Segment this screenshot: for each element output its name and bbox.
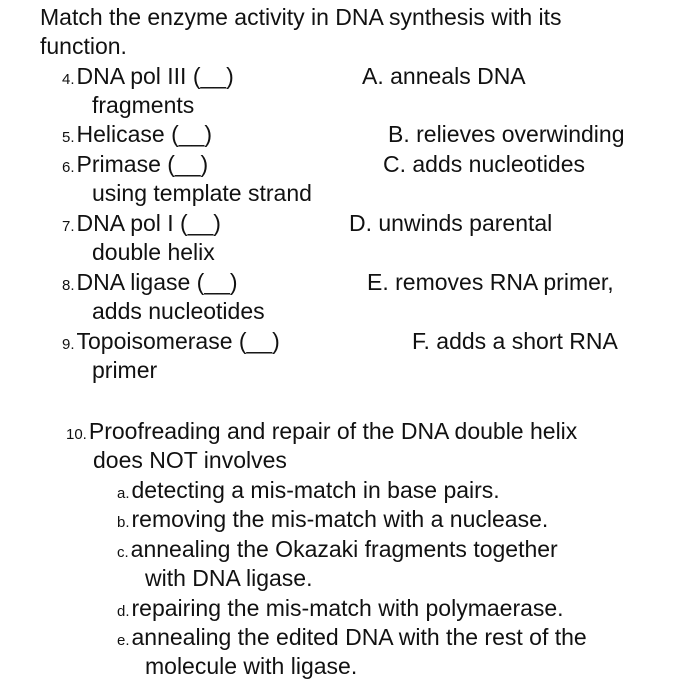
q10-choice-b: b.removing the mis-match with a nuclease. [117, 506, 549, 532]
question-title-line1: Match the enzyme activity in DNA synthesis with its [40, 4, 562, 30]
item-6-continuation: using template strand [92, 180, 312, 206]
item-8: 8.DNA ligase (__) [62, 269, 238, 295]
q10-stem-line1: 10.Proofreading and repair of the DNA double helix [66, 418, 578, 444]
option-e: E. removes RNA primer, [367, 269, 614, 295]
item-5: 5.Helicase (__) [62, 121, 213, 147]
option-a: A. anneals DNA [362, 63, 526, 89]
q10-stem-line2: does NOT involves [93, 447, 287, 473]
option-d: D. unwinds parental [349, 210, 553, 236]
option-c: C. adds nucleotides [383, 151, 586, 177]
q10-choice-e-continuation: molecule with ligase. [145, 653, 358, 679]
q10-choice-d: d.repairing the mis-match with polymaerase. [117, 595, 564, 621]
q10-choice-a: a.detecting a mis-match in base pairs. [117, 477, 500, 503]
item-6: 6.Primase (__) [62, 151, 209, 177]
item-8-continuation: adds nucleotides [92, 298, 265, 324]
item-4-continuation: fragments [92, 92, 195, 118]
item-9-continuation: primer [92, 357, 158, 383]
option-f: F. adds a short RNA [412, 328, 618, 354]
item-7-continuation: double helix [92, 239, 215, 265]
item-4: 4.DNA pol III (__) [62, 63, 234, 89]
item-7: 7.DNA pol I (__) [62, 210, 221, 236]
q10-choice-c-continuation: with DNA ligase. [145, 565, 313, 591]
q10-choice-e: e.annealing the edited DNA with the rest of the [117, 624, 587, 650]
q10-choice-c: c.annealing the Okazaki fragments together [117, 536, 558, 562]
option-b: B. relieves overwinding [388, 121, 625, 147]
item-9: 9.Topoisomerase (__) [62, 328, 280, 354]
question-title-line2: function. [40, 33, 127, 59]
